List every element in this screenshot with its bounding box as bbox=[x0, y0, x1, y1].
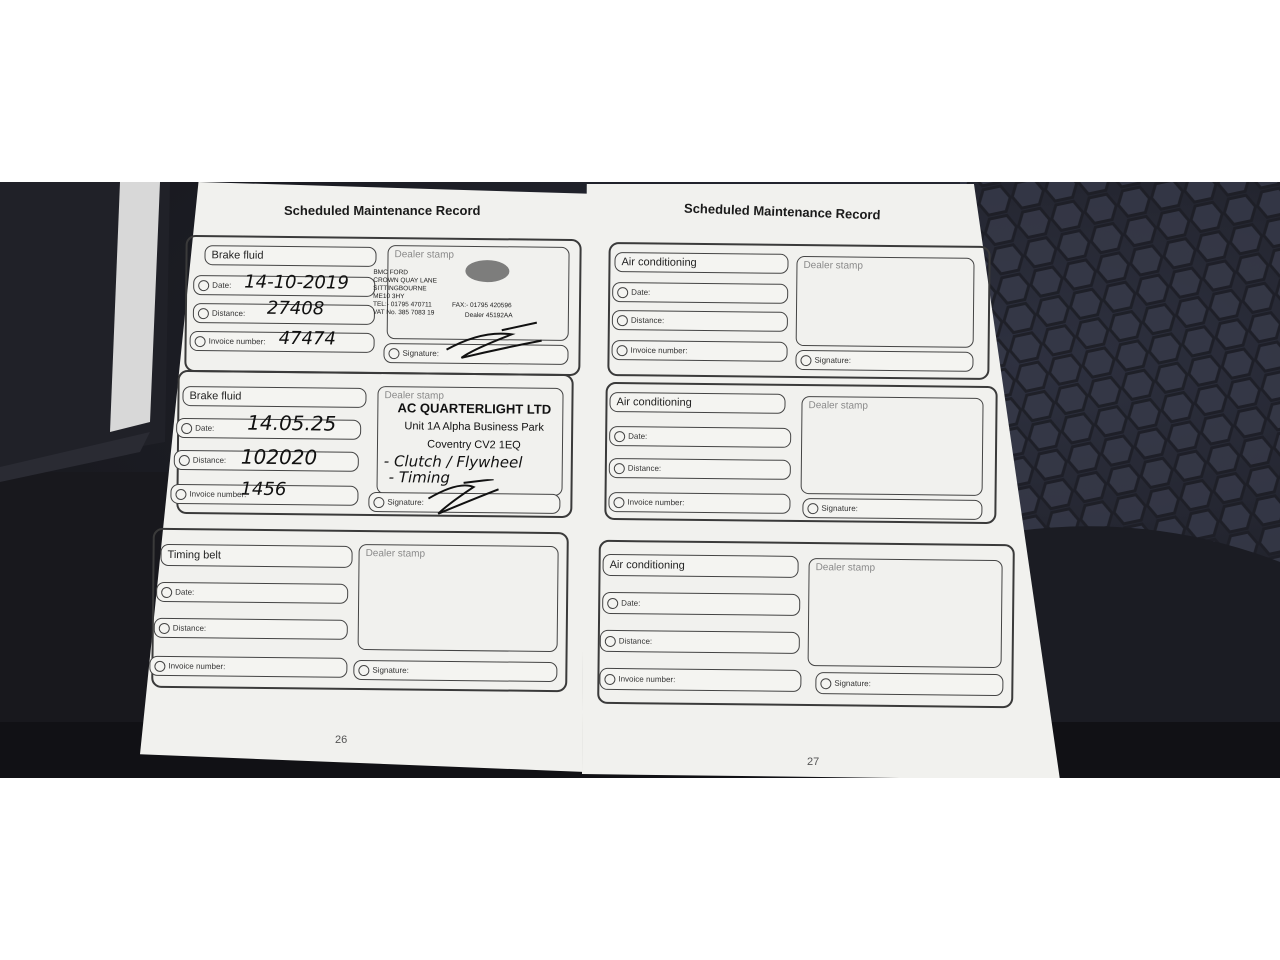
signature-field: Signature: bbox=[802, 498, 982, 520]
checkbox-icon bbox=[617, 287, 628, 298]
handwritten-distance: 27408 bbox=[266, 297, 325, 320]
dealer-stamp-box: Dealer stamp bbox=[387, 245, 570, 341]
date-field: Date: bbox=[609, 426, 791, 448]
left-page-number: 26 bbox=[335, 734, 348, 746]
signature-field: Signature: bbox=[383, 343, 568, 365]
left-section-1 bbox=[184, 235, 581, 376]
checkbox-icon bbox=[159, 623, 170, 634]
invoice-field: Invoice number: bbox=[149, 656, 347, 678]
checkbox-icon bbox=[181, 423, 192, 434]
dealer-stamp-company: AC QUARTERLIGHT LTD bbox=[397, 400, 552, 417]
distance-field: Distance: bbox=[174, 450, 359, 472]
invoice-field: Invoice number: bbox=[611, 340, 787, 362]
right-section-2 bbox=[604, 382, 997, 524]
distance-field: Distance: bbox=[600, 630, 800, 654]
checkbox-icon bbox=[154, 661, 165, 672]
photo bbox=[0, 182, 1280, 778]
oval-logo-icon bbox=[462, 258, 512, 285]
left-section-2 bbox=[176, 370, 573, 518]
checkbox-icon bbox=[614, 463, 625, 474]
handwritten-note-1: - Clutch / Flywheel bbox=[383, 452, 523, 472]
checkbox-icon bbox=[614, 431, 625, 442]
section-title: Timing belt bbox=[167, 548, 222, 562]
right-section-3 bbox=[597, 540, 1015, 708]
date-field: Date: bbox=[156, 582, 348, 604]
signature-field: Signature: bbox=[815, 672, 1003, 696]
checkbox-icon bbox=[179, 455, 190, 466]
checkbox-icon bbox=[604, 674, 615, 685]
invoice-field: Invoice number: bbox=[608, 492, 790, 514]
dealer-stamp-box: Dealer stamp bbox=[801, 396, 984, 496]
dealer-stamp-address-2: Coventry CV2 1EQ bbox=[427, 438, 521, 452]
signature-scribble bbox=[418, 478, 508, 519]
section-title: Brake fluid bbox=[211, 249, 264, 262]
section-title: Brake fluid bbox=[189, 390, 242, 403]
checkbox-icon bbox=[358, 665, 369, 676]
date-field: Date: bbox=[612, 282, 788, 304]
checkbox-icon bbox=[617, 315, 628, 326]
dealer-stamp-box: Dealer stamp bbox=[358, 544, 559, 652]
signature-scribble bbox=[441, 320, 551, 366]
distance-field: Distance: bbox=[612, 310, 788, 332]
section-title-field bbox=[614, 252, 788, 274]
dealer-stamp-address-1: Unit 1A Alpha Business Park bbox=[404, 420, 544, 434]
section-title: Air conditioning bbox=[609, 558, 685, 572]
checkbox-icon bbox=[195, 336, 206, 347]
date-field: Date: bbox=[193, 275, 375, 297]
handwritten-date: 14.05.25 bbox=[247, 410, 337, 436]
checkbox-icon bbox=[617, 345, 628, 356]
dealer-stamp-box: Dealer stamp bbox=[796, 256, 975, 348]
date-field: Date: bbox=[602, 592, 800, 616]
distance-field: Distance: bbox=[154, 618, 348, 640]
checkbox-icon bbox=[605, 636, 616, 647]
checkbox-icon bbox=[175, 489, 186, 500]
handwritten-note-2: - Timing bbox=[388, 468, 451, 487]
checkbox-icon bbox=[607, 598, 618, 609]
checkbox-icon bbox=[820, 678, 831, 689]
checkbox-icon bbox=[807, 503, 818, 514]
dealer-stamp-box: Dealer stamp bbox=[376, 386, 563, 496]
checkbox-icon bbox=[388, 348, 399, 359]
invoice-field: Invoice number: bbox=[170, 484, 358, 506]
checkbox-icon bbox=[198, 308, 209, 319]
signature-field: Signature: bbox=[795, 350, 973, 372]
handwritten-date: 14-10-2019 bbox=[244, 271, 349, 294]
dealer-stamp-box: Dealer stamp bbox=[808, 558, 1003, 668]
invoice-field: Invoice number: bbox=[599, 668, 801, 692]
left-section-3 bbox=[151, 528, 569, 692]
section-title-field bbox=[160, 544, 352, 568]
left-page-title: Scheduled Maintenance Record bbox=[284, 203, 481, 218]
checkbox-icon bbox=[198, 280, 209, 291]
date-field: Date: bbox=[176, 418, 361, 440]
section-title-field bbox=[609, 392, 785, 414]
checkbox-icon bbox=[161, 587, 172, 598]
dealer-stamp-fax: FAX:- 01795 420596 bbox=[451, 301, 512, 310]
signature-field: Signature: bbox=[368, 492, 560, 514]
checkbox-icon bbox=[800, 355, 811, 366]
distance-field: Distance: bbox=[193, 303, 375, 325]
right-section-1 bbox=[607, 242, 990, 380]
section-title-field bbox=[182, 386, 366, 408]
section-title-field bbox=[204, 245, 376, 267]
distance-field: Distance: bbox=[609, 458, 791, 480]
right-page-number: 27 bbox=[807, 756, 820, 768]
dealer-stamp-number: Dealer 45192AA bbox=[464, 311, 513, 320]
handwritten-invoice: 47474 bbox=[278, 327, 337, 350]
dealer-stamp-text: BMC FORD CROWN QUAY LANE SITTINGBOURNE ME10 3HY TEL:- 01795 470711 VAT No. 385 7083 19 bbox=[372, 268, 437, 317]
right-page-title: Scheduled Maintenance Record bbox=[683, 200, 881, 223]
section-title-field bbox=[602, 554, 798, 578]
handwritten-distance: 102020 bbox=[240, 444, 318, 470]
invoice-field: Invoice number: bbox=[190, 331, 375, 353]
checkbox-icon bbox=[373, 497, 384, 508]
section-title: Air conditioning bbox=[616, 396, 692, 409]
handwritten-invoice: 1456 bbox=[240, 478, 287, 501]
section-title: Air conditioning bbox=[621, 256, 697, 269]
checkbox-icon bbox=[613, 497, 624, 508]
signature-field: Signature: bbox=[353, 660, 557, 682]
